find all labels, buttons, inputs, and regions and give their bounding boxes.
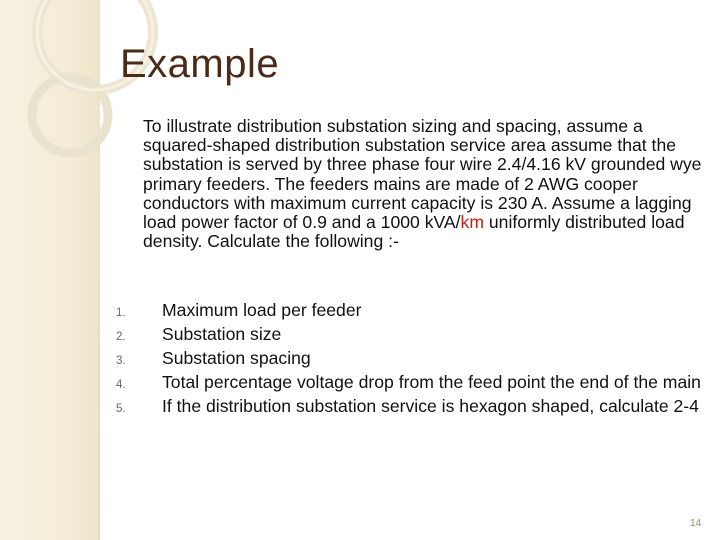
intro-text: To illustrate distribution substation sizing and spacing, assume a squared-shaped distribution substation service area assume that the substation is served by three phase four wire 2.4/4.16 kV grounded wye primary feeders. The feeders mains are made of 2 AWG cooper conductors with maximum current capacity is 230 A. Assume a lagging load power factor of 0.9 and a 1000 kVA/ [143, 116, 702, 233]
list-item-text: Total percentage voltage drop from the feed point the end of the main [162, 372, 701, 393]
task-list [116, 301, 706, 421]
list-number: 2. [116, 331, 126, 344]
page-number: 14 [690, 518, 702, 529]
list-item-text: Substation spacing [162, 348, 311, 369]
list-number: 4. [116, 379, 126, 392]
slide-title: Example [120, 42, 280, 86]
list-item [116, 301, 706, 321]
intro-paragraph [143, 117, 708, 251]
list-item [116, 349, 706, 369]
list-item [116, 397, 706, 417]
list-item-text: If the distribution substation service is hexagon shaped, calculate 2-4 [162, 396, 699, 417]
list-item [116, 373, 706, 393]
list-item-text: Substation size [162, 324, 282, 345]
list-item [116, 325, 706, 345]
list-number: 1. [116, 307, 126, 319]
intro-text-end: uniformly distributed load density. Calculate the following :- [143, 212, 685, 252]
highlighted-unit: km [460, 212, 484, 233]
list-number: 5. [116, 403, 126, 416]
list-item-text: Maximum load per feeder [162, 300, 362, 320]
list-number: 3. [116, 355, 126, 368]
